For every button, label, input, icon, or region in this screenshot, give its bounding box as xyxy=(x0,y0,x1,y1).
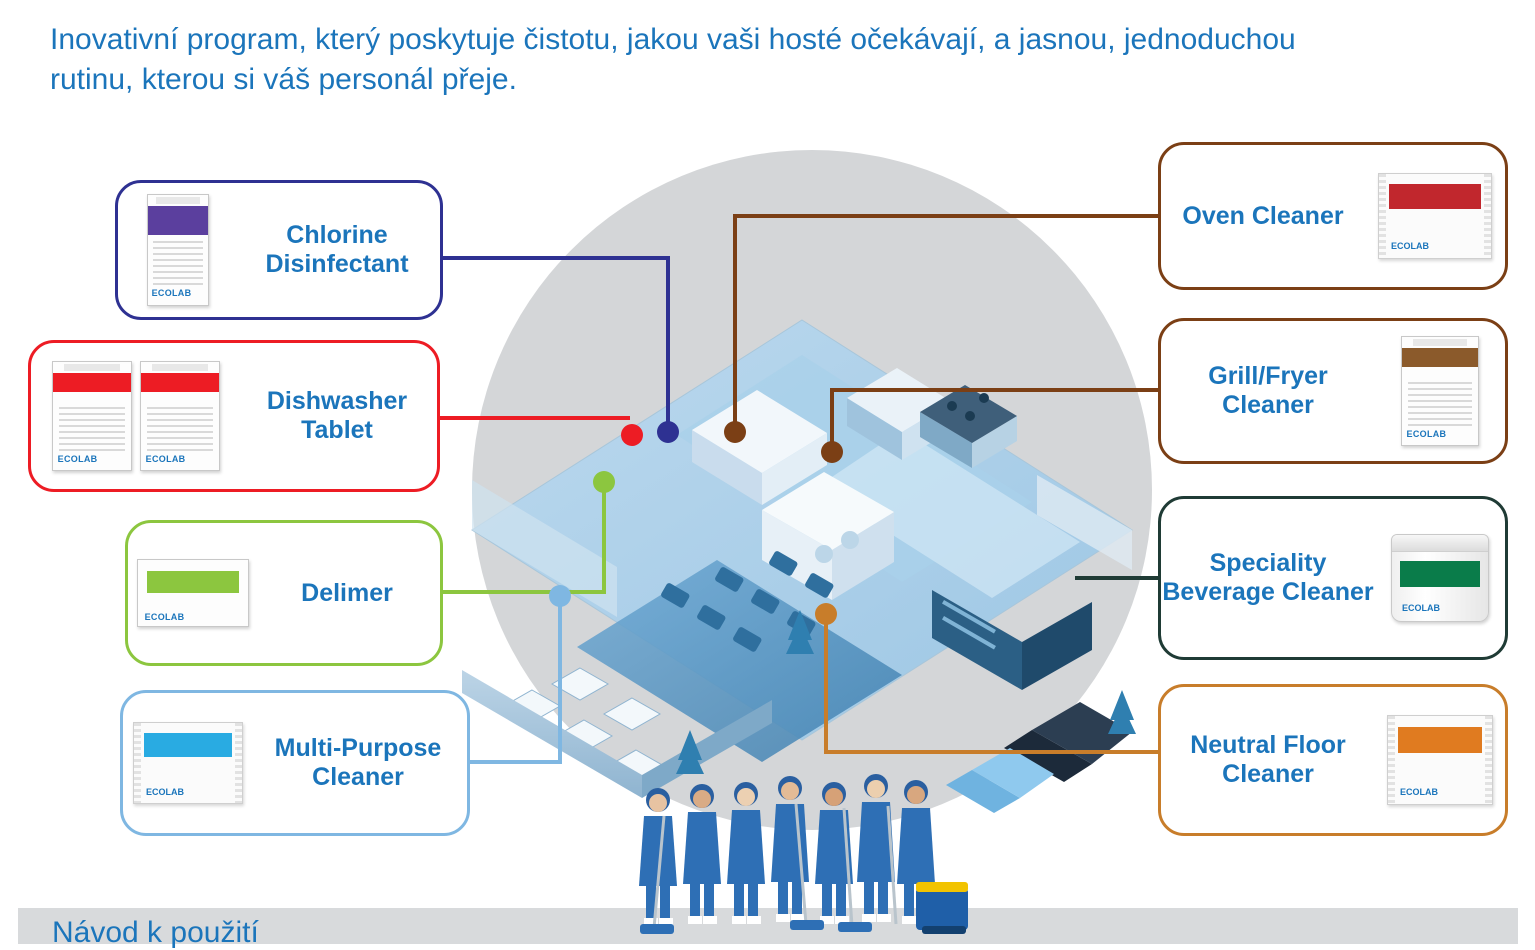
restaurant-scene xyxy=(432,130,1172,830)
brand-mark: ECOLAB xyxy=(146,786,184,797)
brand-mark: ECOLAB xyxy=(57,453,98,464)
product-image-neutral-floor-cleaner xyxy=(1375,715,1505,805)
product-image-multi-purpose-cleaner xyxy=(123,722,253,804)
product-image-dishwasher-tablet xyxy=(31,361,241,471)
product-image-oven-cleaner xyxy=(1365,173,1505,259)
callout-dishwasher-tablet[interactable] xyxy=(28,340,440,492)
product-image-grill-fryer-cleaner xyxy=(1375,336,1505,446)
page-headline: Inovativní program, který poskytuje čistotu, jakou vaši hosté očekávají, a jasnou, jednoduchou rutinu, kterou si váš personál přeje. xyxy=(50,23,1296,96)
product-image-speciality-beverage-cleaner xyxy=(1375,534,1505,622)
callout-chlorine-disinfectant[interactable] xyxy=(115,180,443,320)
callout-neutral-floor-cleaner[interactable] xyxy=(1158,684,1508,836)
isometric-floorplan-illustration xyxy=(432,130,1172,830)
brand-mark: ECOLAB xyxy=(151,288,192,299)
brand-mark: ECOLAB xyxy=(1391,241,1429,252)
callout-label: Multi-Purpose Cleaner xyxy=(274,734,442,791)
callout-oven-cleaner[interactable] xyxy=(1158,142,1508,290)
brand-mark: ECOLAB xyxy=(144,612,185,623)
product-image-delimer xyxy=(128,559,258,627)
callout-multi-purpose-cleaner[interactable] xyxy=(120,690,470,836)
brand-mark: ECOLAB xyxy=(1400,786,1438,797)
callout-label: Neutral Floor Cleaner xyxy=(1190,731,1346,788)
callout-label: Grill/Fryer Cleaner xyxy=(1208,362,1328,419)
product-image-chlorine-disinfectant xyxy=(118,194,238,306)
callout-delimer[interactable] xyxy=(125,520,443,666)
callout-grill-fryer-cleaner[interactable] xyxy=(1158,318,1508,464)
callout-label: Oven Cleaner xyxy=(1182,201,1344,230)
callout-speciality-beverage-cleaner[interactable] xyxy=(1158,496,1508,660)
brand-mark: ECOLAB xyxy=(1406,428,1447,439)
bottom-section-title: Návod k použití xyxy=(52,916,259,949)
callout-label: Dishwasher Tablet xyxy=(266,387,408,444)
brand-mark: ECOLAB xyxy=(145,453,186,464)
callout-label: Speciality Beverage Cleaner xyxy=(1162,549,1374,606)
callout-label: Chlorine Disinfectant xyxy=(265,221,409,278)
callout-label: Delimer xyxy=(301,578,393,607)
cleaning-staff-photo xyxy=(630,756,980,938)
brand-mark: ECOLAB xyxy=(1402,603,1440,613)
